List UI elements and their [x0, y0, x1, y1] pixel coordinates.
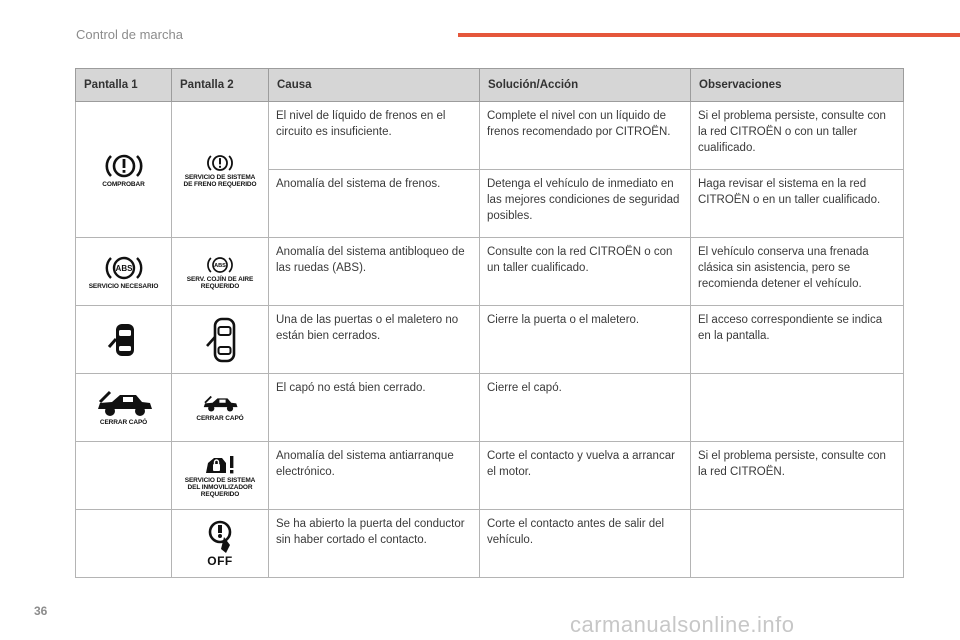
- abs-display-1-cell: [76, 238, 172, 306]
- hood-caption: CERRAR CAPÓ: [196, 415, 244, 422]
- action-cell: Cierre el capó.: [480, 374, 691, 442]
- notes-cell: El vehículo conserva una frenada clásica sin asistencia, pero se recomienda detener el vehículo.: [691, 238, 904, 306]
- car-hood-open-icon: [76, 389, 171, 426]
- table-row: [76, 374, 904, 442]
- off-caption: OFF: [207, 554, 233, 568]
- cause-cell: El nivel de líquido de frenos en el circuito es insuficiente.: [269, 102, 480, 170]
- brake-display-2-cell: [172, 102, 269, 238]
- abs-glyph: ABS: [214, 262, 226, 269]
- key-display-2-cell: [172, 510, 269, 578]
- brake-caption-line-2: DE FRENO REQUERIDO: [183, 180, 257, 188]
- brake-warning-icon: [172, 152, 268, 188]
- car-door-open-icon: [76, 320, 171, 360]
- hood-display-2-cell: [172, 374, 269, 442]
- notes-cell: Si el problema persiste, consulte con la red CITROËN o con un taller cualificado.: [691, 102, 904, 170]
- col-header-causa: Causa: [269, 69, 480, 102]
- door-display-1-cell: [76, 306, 172, 374]
- col-header-pantalla-2: Pantalla 2: [172, 69, 269, 102]
- brake-warning-icon: [76, 151, 171, 188]
- immobilizer-display-1-cell: [76, 442, 172, 510]
- abs-icon: [76, 253, 171, 290]
- immobilizer-icon: [172, 453, 268, 498]
- action-cell: Consulte con la red CITROËN o con un taller cualificado.: [480, 238, 691, 306]
- cause-cell: Anomalía del sistema antiarranque electrónico.: [269, 442, 480, 510]
- brake-display-1-cell: [76, 102, 172, 238]
- cause-cell: El capó no está bien cerrado.: [269, 374, 480, 442]
- immobilizer-caption-line-1: SERVICIO DE SISTEMA: [184, 477, 256, 484]
- table-row: [76, 102, 904, 170]
- action-cell: Corte el contacto antes de salir del vehículo.: [480, 510, 691, 578]
- cause-cell: Anomalía del sistema de frenos.: [269, 170, 480, 238]
- hood-display-1-cell: [76, 374, 172, 442]
- watermark-text: carmanualsonline.info: [570, 612, 795, 637]
- door-display-2-cell: [172, 306, 269, 374]
- immobilizer-display-2-cell: [172, 442, 269, 510]
- abs-caption-line-1: SERV. COJÍN DE AIRE: [186, 275, 254, 283]
- table-row: [76, 510, 904, 578]
- table-row: [76, 306, 904, 374]
- cause-cell: Anomalía del sistema antibloqueo de las ruedas (ABS).: [269, 238, 480, 306]
- ignition-key-off-icon: [172, 519, 268, 568]
- notes-cell: Si el problema persiste, consulte con la red CITROËN.: [691, 442, 904, 510]
- notes-cell: [691, 510, 904, 578]
- table-header-row: [76, 69, 904, 102]
- abs-display-2-cell: [172, 238, 269, 306]
- action-cell: Corte el contacto y vuelva a arrancar el motor.: [480, 442, 691, 510]
- cause-cell: Una de las puertas o el maletero no están bien cerrados.: [269, 306, 480, 374]
- action-cell: Detenga el vehículo de inmediato en las mejores condiciones de seguridad posibles.: [480, 170, 691, 238]
- car-door-open-icon: [172, 315, 268, 365]
- table-row: [76, 238, 904, 306]
- key-display-1-cell: [76, 510, 172, 578]
- abs-caption: SERVICIO NECESARIO: [88, 283, 159, 290]
- immobilizer-caption-line-2: DEL INMOVILIZADOR: [187, 484, 253, 491]
- col-header-pantalla-1: Pantalla 1: [76, 69, 172, 102]
- brake-caption: COMPROBAR: [102, 181, 145, 188]
- notes-cell: El acceso correspondiente se indica en la pantalla.: [691, 306, 904, 374]
- abs-caption-line-2: REQUERIDO: [200, 282, 240, 290]
- brake-caption-line-1: SERVICIO DE SISTEMA: [184, 173, 256, 181]
- notes-cell: [691, 374, 904, 442]
- col-header-solucion: Solución/Acción: [480, 69, 691, 102]
- action-cell: Cierre la puerta o el maletero.: [480, 306, 691, 374]
- page-number: 36: [34, 604, 48, 618]
- notes-cell: Haga revisar el sistema en la red CITROËN o en un taller cualificado.: [691, 170, 904, 238]
- header-accent-bar: [458, 33, 960, 37]
- car-hood-open-icon: [172, 393, 268, 422]
- section-title: Control de marcha: [76, 27, 183, 42]
- warning-table: [75, 68, 904, 578]
- abs-glyph: ABS: [115, 264, 132, 273]
- action-cell: Complete el nivel con un líquido de frenos recomendado por CITROËN.: [480, 102, 691, 170]
- immobilizer-caption-line-3: REQUERIDO: [200, 491, 240, 498]
- col-header-observaciones: Observaciones: [691, 69, 904, 102]
- table-row: [76, 442, 904, 510]
- cause-cell: Se ha abierto la puerta del conductor sin haber cortado el contacto.: [269, 510, 480, 578]
- hood-caption: CERRAR CAPÓ: [99, 419, 148, 426]
- abs-icon: [172, 254, 268, 290]
